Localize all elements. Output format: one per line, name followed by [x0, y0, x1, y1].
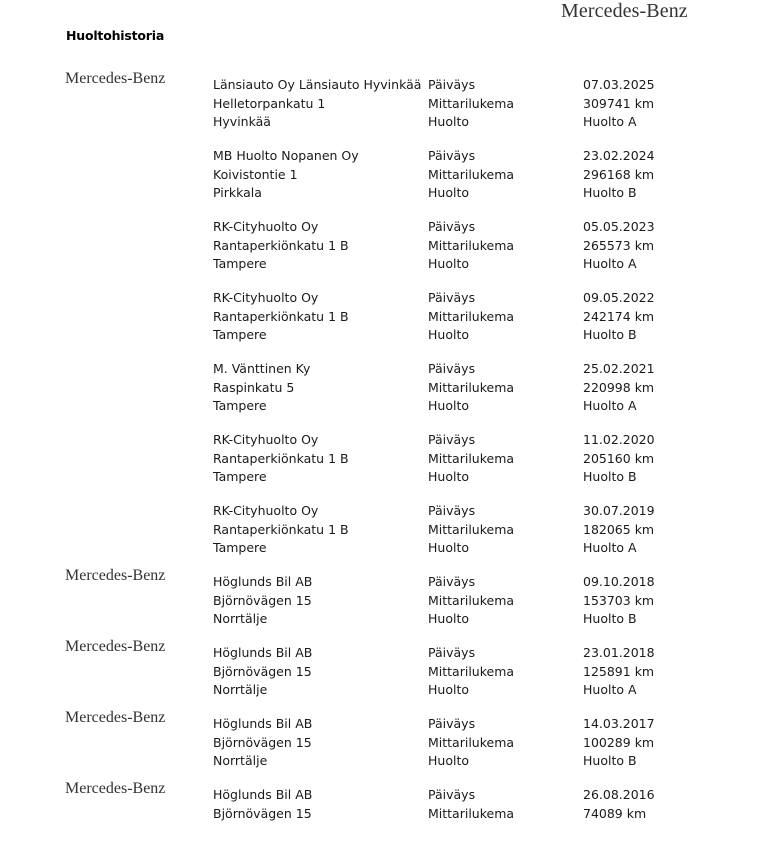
service-label: Huolto: [428, 327, 469, 342]
field-labels: [428, 289, 514, 345]
odometer-label: Mittarilukema: [428, 805, 515, 821]
date-label: Päiväys: [428, 645, 476, 660]
workshop-city: Tampere: [213, 540, 267, 555]
field-labels: [428, 147, 514, 203]
field-labels: [428, 573, 514, 629]
odometer-reading: 182065 km: [583, 521, 655, 537]
field-values: [583, 289, 655, 345]
workshop-city: Hyvinkää: [213, 114, 271, 129]
service-type: Huolto B: [583, 611, 637, 626]
workshop-street: Björnövägen 15: [213, 805, 312, 821]
odometer-reading: 100289 km: [583, 734, 655, 750]
service-record: [0, 567, 762, 629]
date-label: Päiväys: [428, 574, 476, 589]
date-label: Päiväys: [428, 219, 476, 234]
odometer-label: Mittarilukema: [428, 592, 515, 608]
service-record: [0, 360, 762, 416]
workshop-city: Tampere: [213, 398, 267, 413]
brand-logo-header: Mercedes-Benz: [561, 0, 688, 22]
workshop-name: Höglunds Bil AB: [213, 787, 313, 802]
odometer-reading: 265573 km: [583, 237, 655, 253]
odometer-label: Mittarilukema: [428, 95, 515, 111]
workshop-street: Rantaperkiönkatu 1 B: [213, 450, 349, 466]
workshop-info: [213, 502, 349, 558]
odometer-reading: 242174 km: [583, 308, 655, 324]
service-record: [0, 431, 762, 487]
field-labels: [428, 360, 514, 416]
workshop-street: Rantaperkiönkatu 1 B: [213, 521, 349, 537]
workshop-street: Björnövägen 15: [213, 663, 312, 679]
field-labels: [428, 644, 514, 700]
service-record: [0, 780, 762, 842]
dealer-brand-logo: Mercedes-Benz: [65, 70, 166, 87]
service-date: 26.08.2016: [583, 787, 655, 802]
service-type: Huolto A: [583, 540, 637, 555]
service-label: Huolto: [428, 398, 469, 413]
workshop-info: [213, 289, 349, 345]
workshop-city: Norrtälje: [213, 682, 268, 697]
service-label: Huolto: [428, 611, 469, 626]
service-date: 09.10.2018: [583, 574, 655, 589]
odometer-label: Mittarilukema: [428, 237, 515, 253]
service-record: [0, 218, 762, 274]
workshop-info: [213, 573, 312, 629]
workshop-info: [213, 786, 312, 842]
workshop-street: Raspinkatu 5: [213, 379, 295, 395]
odometer-reading: 74089 km: [583, 805, 647, 821]
workshop-name: RK-Cityhuolto Oy: [213, 503, 319, 518]
date-label: Päiväys: [428, 787, 476, 802]
workshop-name: MB Huolto Nopanen Oy: [213, 148, 359, 163]
dealer-brand-logo: Mercedes-Benz: [65, 709, 166, 726]
service-date: 25.02.2021: [583, 361, 655, 376]
service-type: [583, 823, 655, 842]
workshop-name: RK-Cityhuolto Oy: [213, 290, 319, 305]
workshop-city: Tampere: [213, 327, 267, 342]
field-values: [583, 360, 655, 416]
service-date: 07.03.2025: [583, 77, 655, 92]
workshop-name: Länsiauto Oy Länsiauto Hyvinkää: [213, 77, 422, 92]
odometer-reading: 309741 km: [583, 95, 655, 111]
service-type: Huolto B: [583, 327, 637, 342]
workshop-info: [213, 76, 421, 132]
date-label: Päiväys: [428, 432, 476, 447]
workshop-name: RK-Cityhuolto Oy: [213, 219, 319, 234]
odometer-label: Mittarilukema: [428, 734, 515, 750]
service-record: [0, 70, 762, 132]
odometer-label: Mittarilukema: [428, 521, 515, 537]
service-type: Huolto B: [583, 185, 637, 200]
service-label: Huolto: [428, 682, 469, 697]
field-values: [583, 786, 655, 842]
date-label: Päiväys: [428, 361, 476, 376]
workshop-street: Helletorpankatu 1: [213, 95, 326, 111]
field-values: [583, 218, 655, 274]
workshop-city: Pirkkala: [213, 185, 262, 200]
field-labels: [428, 218, 514, 274]
service-type: Huolto A: [583, 114, 637, 129]
field-labels: [428, 715, 514, 771]
workshop-city: Norrtälje: [213, 611, 268, 626]
service-date: 30.07.2019: [583, 503, 655, 518]
service-date: 05.05.2023: [583, 219, 655, 234]
page-title: Huoltohistoria: [66, 28, 165, 43]
service-label: Huolto: [428, 114, 469, 129]
workshop-info: [213, 360, 310, 416]
service-label: Huolto: [428, 469, 469, 484]
odometer-label: Mittarilukema: [428, 166, 515, 182]
workshop-name: M. Vänttinen Ky: [213, 361, 311, 376]
workshop-info: [213, 147, 359, 203]
service-label: Huolto: [428, 540, 469, 555]
service-type: Huolto A: [583, 256, 637, 271]
service-label: Huolto: [428, 256, 469, 271]
workshop-name: Höglunds Bil AB: [213, 645, 313, 660]
workshop-city: [213, 823, 312, 842]
field-values: [583, 573, 655, 629]
service-date: 23.01.2018: [583, 645, 655, 660]
workshop-city: Tampere: [213, 469, 267, 484]
dealer-brand-logo: Mercedes-Benz: [65, 780, 166, 797]
dealer-brand-logo: Mercedes-Benz: [65, 638, 166, 655]
date-label: Päiväys: [428, 503, 476, 518]
odometer-reading: 220998 km: [583, 379, 655, 395]
field-labels: [428, 502, 514, 558]
service-label: Huolto: [428, 185, 469, 200]
workshop-street: Björnövägen 15: [213, 734, 312, 750]
date-label: Päiväys: [428, 290, 476, 305]
field-values: [583, 76, 655, 132]
service-record: [0, 147, 762, 203]
odometer-reading: 125891 km: [583, 663, 655, 679]
workshop-street: Koivistontie 1: [213, 166, 298, 182]
service-record: [0, 709, 762, 771]
service-date: 11.02.2020: [583, 432, 655, 447]
field-labels: [428, 786, 514, 823]
workshop-info: [213, 431, 349, 487]
field-values: [583, 502, 655, 558]
service-record: [0, 638, 762, 700]
service-record: [0, 289, 762, 345]
workshop-city: Tampere: [213, 256, 267, 271]
service-record: [0, 502, 762, 558]
field-labels: [428, 76, 514, 132]
service-date: 23.02.2024: [583, 148, 655, 163]
field-values: [583, 147, 655, 203]
workshop-info: [213, 715, 312, 771]
workshop-name: Höglunds Bil AB: [213, 716, 313, 731]
workshop-city: Norrtälje: [213, 753, 268, 768]
odometer-label: Mittarilukema: [428, 663, 515, 679]
odometer-label: Mittarilukema: [428, 379, 515, 395]
odometer-label: Mittarilukema: [428, 308, 515, 324]
odometer-label: Mittarilukema: [428, 450, 515, 466]
workshop-street: Björnövägen 15: [213, 592, 312, 608]
service-type: Huolto A: [583, 682, 637, 697]
dealer-brand-logo: Mercedes-Benz: [65, 567, 166, 584]
service-date: 09.05.2022: [583, 290, 655, 305]
date-label: Päiväys: [428, 77, 476, 92]
workshop-info: [213, 218, 349, 274]
service-label: Huolto: [428, 753, 469, 768]
date-label: Päiväys: [428, 716, 476, 731]
field-labels: [428, 431, 514, 487]
service-date: 14.03.2017: [583, 716, 655, 731]
odometer-reading: 296168 km: [583, 166, 655, 182]
odometer-reading: 205160 km: [583, 450, 655, 466]
field-values: [583, 431, 655, 487]
workshop-street: Rantaperkiönkatu 1 B: [213, 237, 349, 253]
field-values: [583, 644, 655, 700]
service-type: Huolto B: [583, 469, 637, 484]
service-type: Huolto A: [583, 398, 637, 413]
date-label: Päiväys: [428, 148, 476, 163]
workshop-info: [213, 644, 312, 700]
service-type: Huolto B: [583, 753, 637, 768]
field-values: [583, 715, 655, 771]
workshop-name: Höglunds Bil AB: [213, 574, 313, 589]
workshop-street: Rantaperkiönkatu 1 B: [213, 308, 349, 324]
odometer-reading: 153703 km: [583, 592, 655, 608]
workshop-name: RK-Cityhuolto Oy: [213, 432, 319, 447]
